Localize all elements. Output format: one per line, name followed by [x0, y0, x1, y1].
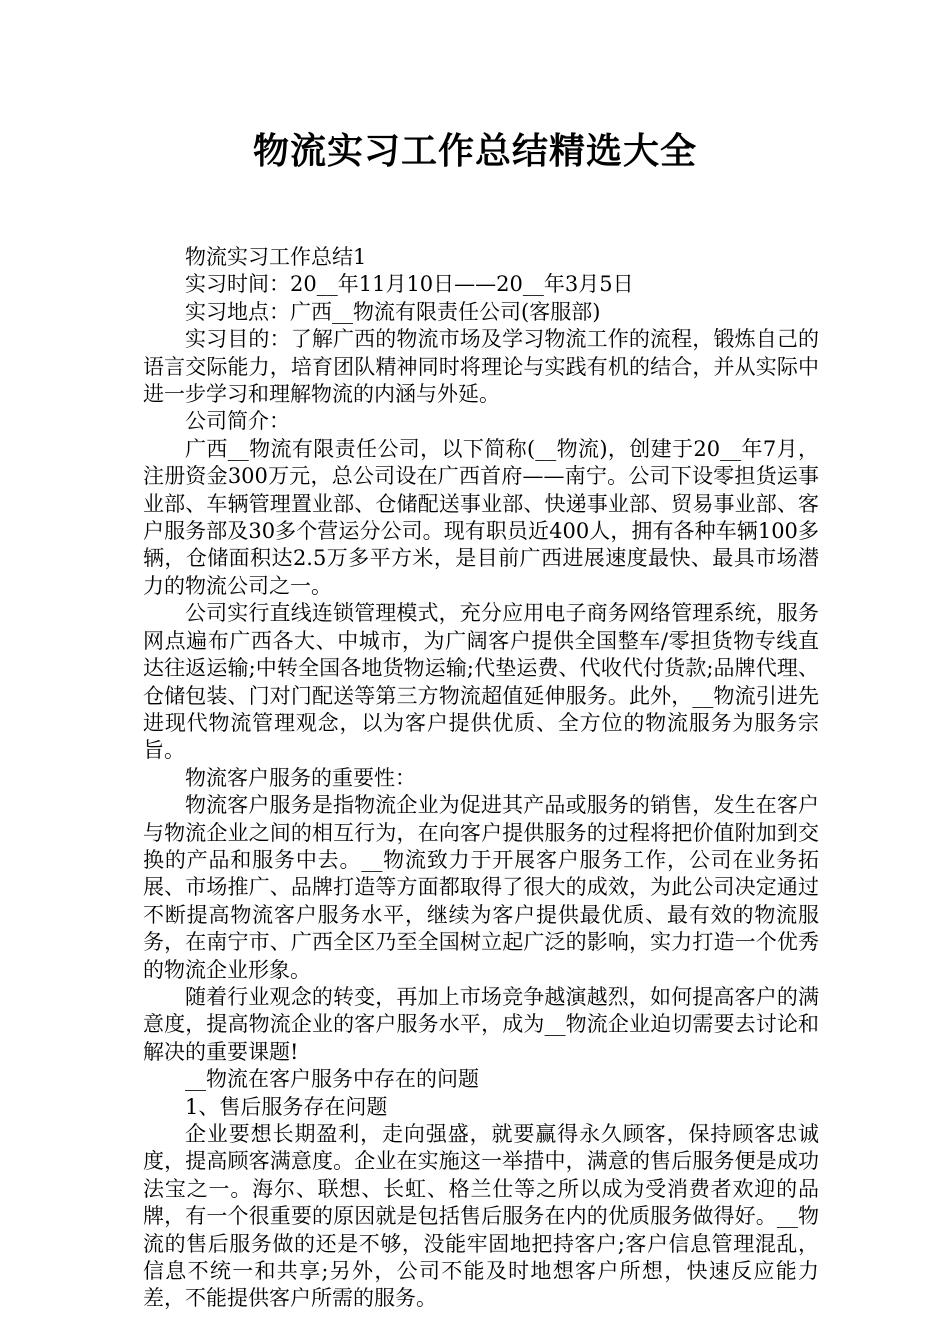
paragraph-service-definition: 物流客户服务是指物流企业为促进其产品或服务的销售，发生在客户与物流企业之间的相互行为，在向客户提供服务的过程将把价值附加到交换的产品和服务中去。__物流致力于开展客户服务工作，公司在业务拓展、市场推广、品牌打造等方面都取得了很大的成效，为此公司决定通过不断提高物流客户服务水平，继续为客户提供最优质、最有效的物流服务，在南宁市、广西全区乃至全国树立起广泛的影响，实力打造一个优秀的物流企业形象。 [143, 793, 819, 982]
paragraph-internship-location: 实习地点：广西__物流有限责任公司(客服部) [185, 299, 601, 324]
document-body [143, 244, 819, 1313]
paragraph-industry-change: 随着行业观念的转变，再加上市场竞争越演越烈，如何提高客户的满意度，提高物流企业的客户服务水平，成为__物流企业迫切需要去讨论和解决的重要课题! [143, 984, 819, 1064]
paragraph-service-importance-heading: 物流客户服务的重要性： [185, 765, 416, 790]
paragraph-section-heading: 物流实习工作总结1 [185, 245, 367, 269]
paragraph-company-intro: 广西__物流有限责任公司，以下简称(__物流)，创建于20__年7月，注册资金300万元，总公司设在广西首府——南宁。公司下设零担货运事业部、车辆管理置业部、仓储配送事业部、快递事业部、贸易事业部、客户服务部及30多个营运分公司。现有职员近400人，拥有各种车辆100多辆，仓储面积达2.5万多平方米，是目前广西进展速度最快、最具市场潜力的物流公司之一。 [143, 436, 819, 598]
paragraph-management-mode: 公司实行直线连锁管理模式，充分应用电子商务网络管理系统，服务网点遍布广西各大、中城市，为广阔客户提供全国整车/零担货物专线直达往返运输;中转全国各地货物运输;代垫运费、代收代付货款;品牌代理、仓储包装、门对门配送等第三方物流超值延伸服务。此外，__物流引进先进现代物流管理观念，以为客户提供优质、全方位的物流服务为服务宗旨。 [143, 601, 819, 763]
paragraph-after-sales-heading: 1、售后服务存在问题 [185, 1094, 388, 1119]
document-title: 物流实习工作总结精选大全 [252, 131, 697, 172]
paragraph-internship-purpose: 实习目的：了解广西的物流市场及学习物流工作的流程，锻炼自己的语言交际能力，培育团队精神同时将理论与实践有机的结合，并从实际中进一步学习和理解物流的内涵与外延。 [143, 327, 819, 407]
paragraph-internship-time: 实习时间：20__年11月10日——20__年3月5日 [185, 272, 634, 297]
paragraph-company-intro-heading: 公司简介： [185, 409, 290, 434]
paragraph-problems-heading: __物流在客户服务中存在的问题 [185, 1067, 479, 1092]
paragraph-after-sales: 企业要想长期盈利，走向强盛，就要赢得永久顾客，保持顾客忠诚度，提高顾客满意度。企业在实施这一举措中，满意的售后服务便是成功法宝之一。海尔、联想、长虹、格兰仕等之所以成为受消费者欢迎的品牌，有一个很重要的原因就是包括售后服务在内的优质服务做得好。__物流的售后服务做的还是不够，没能牢固地把持客户;客户信息管理混乱，信息不统一和共享;另外，公司不能及时地想客户所想，快速反应能力差，不能提供客户所需的服务。 [143, 1122, 819, 1311]
